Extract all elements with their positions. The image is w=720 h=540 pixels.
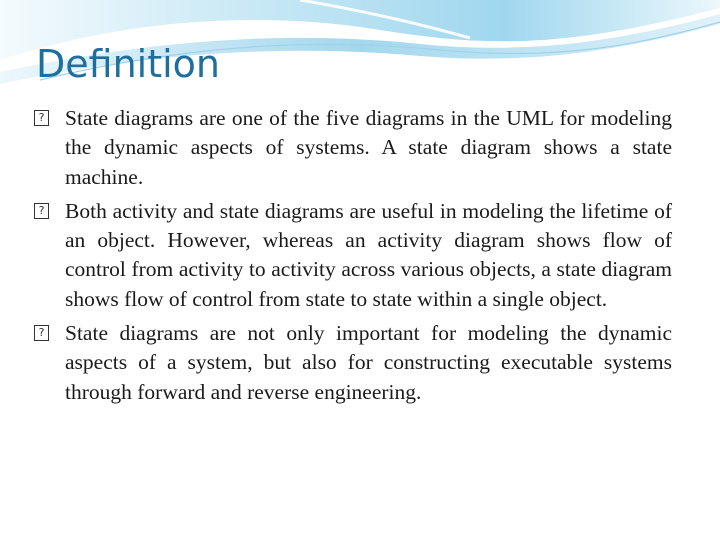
slide-title: Definition: [36, 42, 221, 86]
missing-glyph-bullet-icon: ?: [34, 203, 49, 219]
bullet-item: [34, 319, 672, 407]
bullet-text: State diagrams are not only important for modeling the dynamic aspects of a system, but also for constructing executable systems through forward and reverse engineering.: [65, 321, 672, 404]
missing-glyph-bullet-icon: ?: [34, 325, 49, 341]
bullet-text: State diagrams are one of the five diagrams in the UML for modeling the dynamic aspects of systems. A state diagram shows a state machine.: [65, 106, 672, 189]
bullet-item: [34, 104, 672, 192]
bullet-list: [34, 104, 672, 412]
bullet-text: Both activity and state diagrams are useful in modeling the lifetime of an object. However, whereas an activity diagram shows flow of control from activity to activity across various objects, a state diagram shows flow of control from state to state within a single object.: [65, 198, 672, 311]
bullet-item: [34, 197, 672, 314]
missing-glyph-bullet-icon: ?: [34, 110, 49, 126]
